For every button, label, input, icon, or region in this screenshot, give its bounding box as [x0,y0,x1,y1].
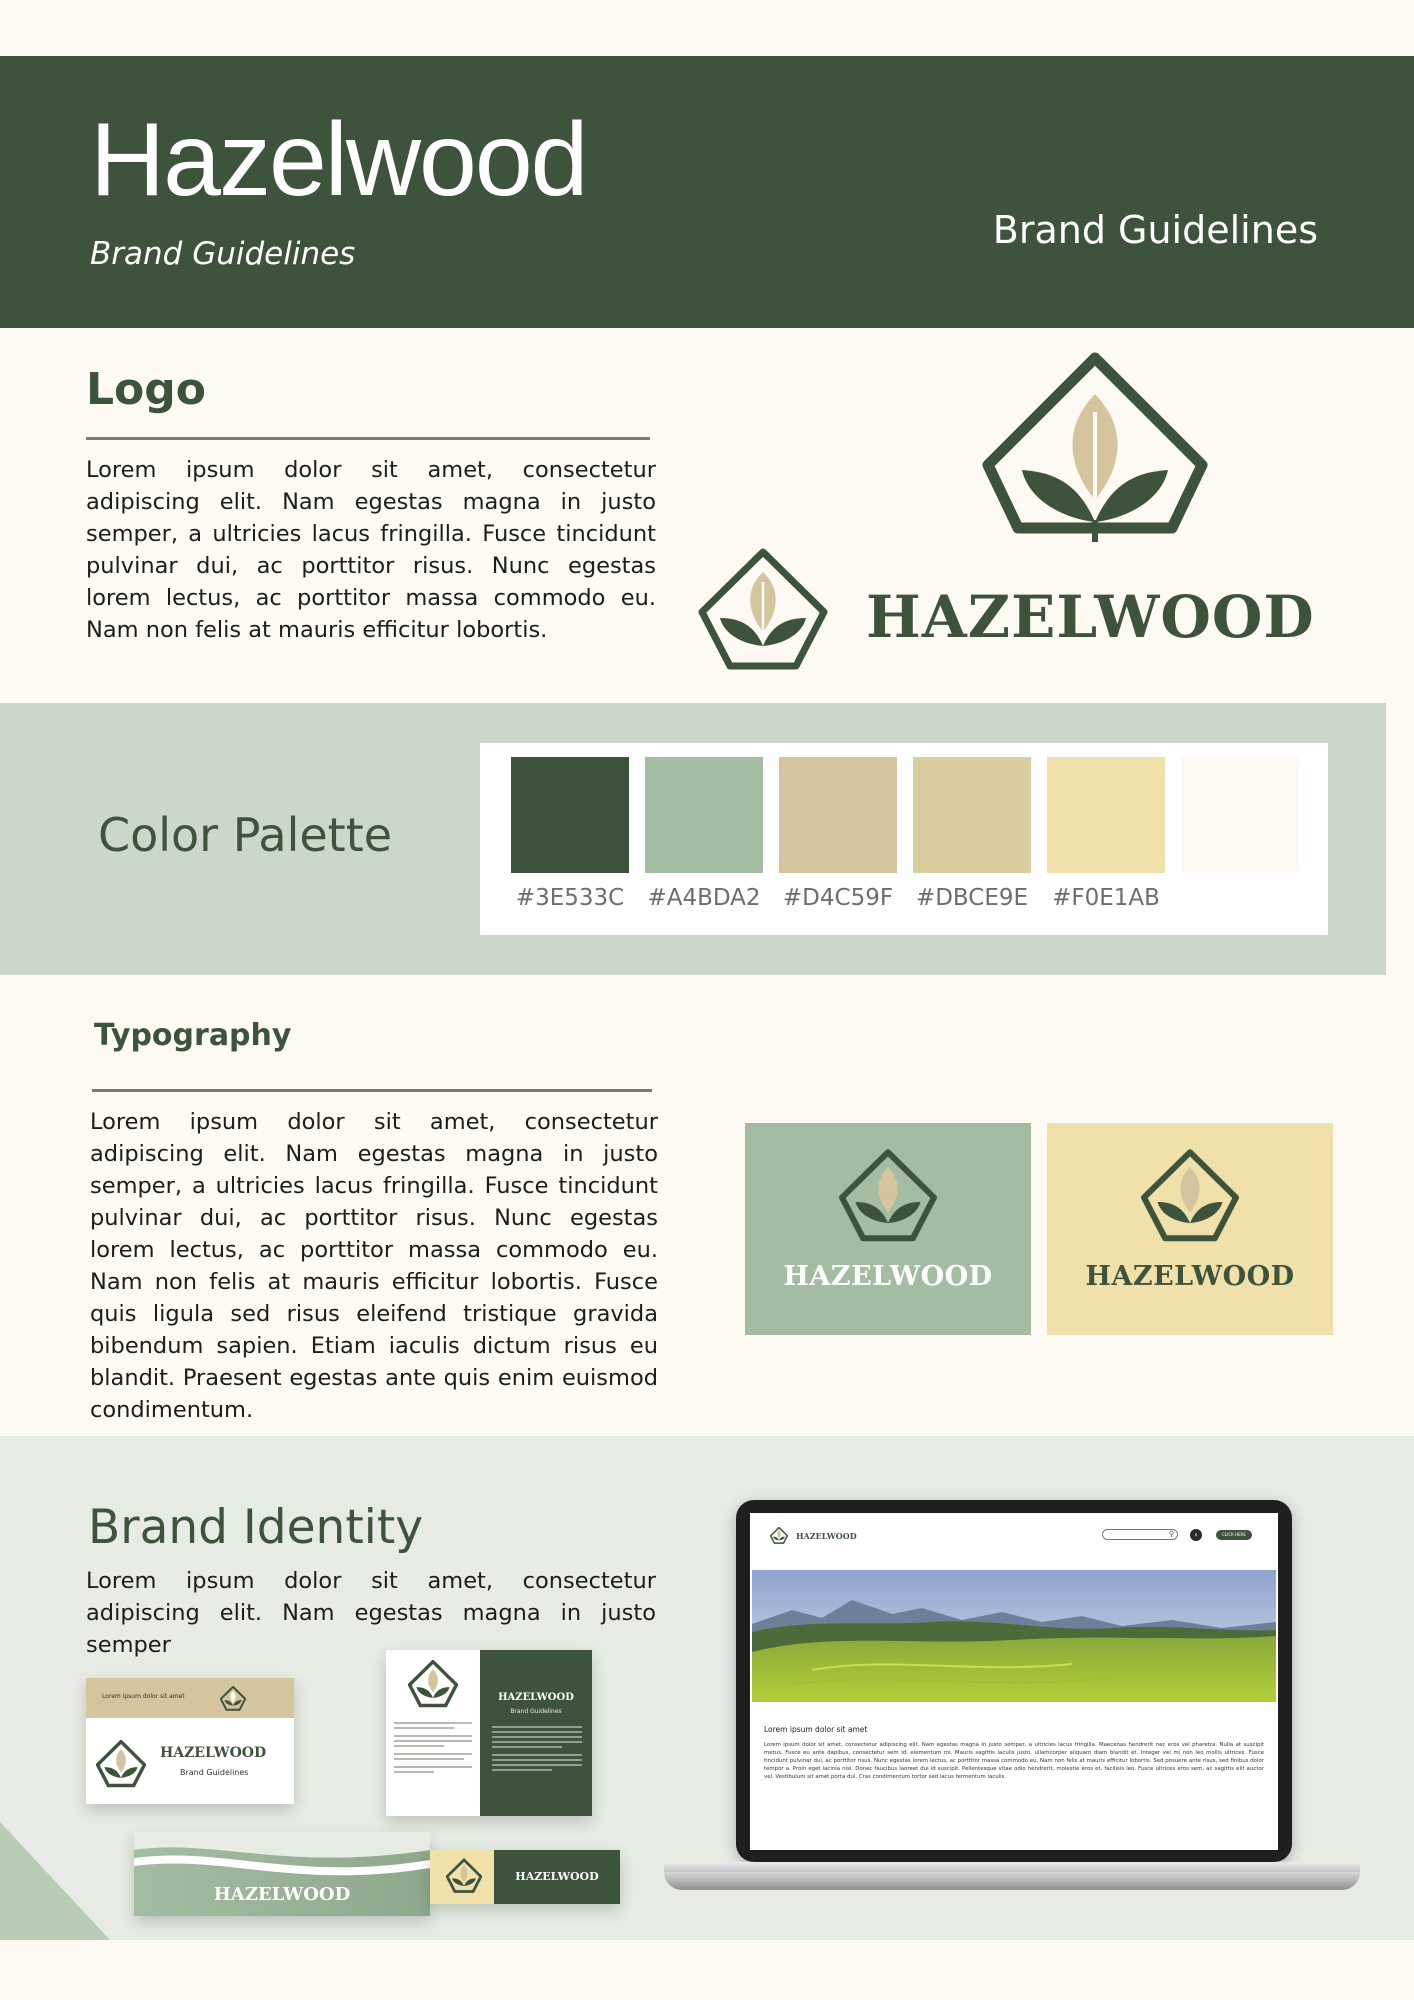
business-card-name: HAZELWOOD [160,1745,267,1761]
typography-heading: Typography [94,1018,292,1053]
logo-tile-yellow [1047,1123,1333,1335]
swatch-3 [779,757,897,873]
palette-heading: Color Palette [98,808,393,862]
banner-wordmark: HAZELWOOD [213,1884,351,1905]
swatch-1 [511,757,629,873]
brand-title: Hazelwood [90,102,587,218]
business-card-sub: Brand Guidelines [180,1768,249,1777]
swatch-6 [1181,757,1299,873]
logo-heading: Logo [86,364,206,415]
chevron-left-icon: ‹ [1194,1530,1198,1539]
palette-card [480,743,1328,935]
site-cta-button[interactable]: CLICK HERE [1216,1530,1252,1540]
brochure [386,1650,592,1816]
brochure-emblem-icon [408,1660,458,1708]
brand-identity-body-text: Lorem ipsum dolor sit amet, consectetur adipiscing elit. Nam egestas magna in justo semper [86,1568,656,1658]
swatch-2 [645,757,763,873]
site-hero-landscape-image [752,1570,1276,1702]
tag-emblem-icon [446,1858,482,1894]
tile-green-emblem-icon [839,1149,937,1243]
business-card-small-emblem-icon [220,1686,246,1711]
brand-subtitle: Brand Guidelines [90,236,356,272]
business-card-emblem-icon [96,1740,146,1788]
brochure-name: HAZELWOOD [498,1692,574,1703]
swatch-1-label: #3E533C [515,885,625,911]
banner-mockup [134,1832,430,1916]
brand-identity-heading: Brand Identity [88,1500,424,1555]
logo-tile-green [745,1123,1031,1335]
site-headline: Lorem ipsum dolor sit amet [764,1725,868,1734]
leaf-emblem-small-icon [698,548,828,672]
site-body-text: Lorem ipsum dolor sit amet, consectetur adipiscing elit. Nam egestas magna in justo semper, a ultricies lacus fringilla. Maecenas hendrerit nec eros vel pharetra. Nulla at suscipit metus. Fusce eu ante dapibus, consectetur sem id, elementum mi. Mauris sagittis iaculis justo, ullamcorper aliquam diam blandit et. Integer vel mi non leo mollis ultrices. Fusce tincidunt pulvinar dui, ac porttitor risus. Nunc egestas lorem lectus, ac porttitor massa commodo eu. Nam non felis at mauris efficitur lobortis. Sed posuere ante risus, sed finibus dolor tempor a. Proin eget lacinia nisi. Donec faucibus laoreet dui id suscipit. Pellentesque vitae odio hendrerit, molestie eros et, facilisis leo. Fusce ultrices eros sem, ac sagittis elit auctor vel. Vestibulum sit amet porta dui. Cras condimentum tortor sed lacus fermentum iaculis. [764,1742,1264,1780]
tile-yellow-emblem-icon [1141,1149,1239,1243]
swatch-4-label: #DBCE9E [915,885,1029,911]
swatch-2-label: #A4BDA2 [647,885,761,911]
swatch-5 [1047,757,1165,873]
business-card [86,1678,294,1804]
header-right-label: Brand Guidelines [992,208,1318,252]
swatch-3-label: #D4C59F [782,885,894,911]
swatch-4 [913,757,1031,873]
logo-body-text: Lorem ipsum dolor sit amet, consectetur adipiscing elit. Nam egestas magna in justo semper, a ultricies lacus fringilla. Fusce tincidunt pulvinar dui, ac porttitor risus. Nunc egestas lorem lectus, ac porttitor massa commodo eu. Nam non felis at mauris efficitur lobortis. [86,457,656,643]
business-card-top-text: Lorem ipsum dolor sit amet [102,1693,185,1700]
tag-wordmark: HAZELWOOD [515,1870,599,1883]
site-prev-button[interactable] [1190,1529,1202,1541]
site-search-input[interactable] [1102,1529,1178,1540]
leaf-emblem-large-icon [982,352,1208,578]
brochure-sub: Brand Guidelines [510,1708,562,1715]
search-icon: ⚲ [1168,1530,1174,1538]
corner-decoration [0,1822,120,1940]
typography-divider [92,1089,652,1092]
logo-wordmark: HAZELWOOD [866,583,1315,651]
brochure-left-text-lines [394,1722,474,1776]
tile-green-wordmark: HAZELWOOD [783,1261,993,1292]
tag-mockup [430,1850,620,1904]
laptop-base [664,1872,1360,1890]
brochure-right-text-lines [492,1726,582,1774]
typography-body-text: Lorem ipsum dolor sit amet, consectetur adipiscing elit. Nam egestas magna in justo semper, a ultricies lacus fringilla. Fusce tincidunt pulvinar dui, ac porttitor risus. Nunc egestas lorem lectus, ac porttitor massa commodo eu. Nam non felis at mauris efficitur lobortis. Fusce quis ligula sed risus eleifend tristique gravida bibendum sapien. Etiam iaculis dictum risus eu blandit. Praesent egestas ante quis enim euismod condimentum. [90,1109,658,1423]
logo-divider [86,437,650,440]
tile-yellow-wordmark: HAZELWOOD [1085,1261,1295,1292]
site-brand: HAZELWOOD [796,1531,857,1541]
laptop-screen [750,1513,1278,1850]
site-logo-icon [770,1527,788,1544]
swatch-5-label: #F0E1AB [1052,885,1160,911]
